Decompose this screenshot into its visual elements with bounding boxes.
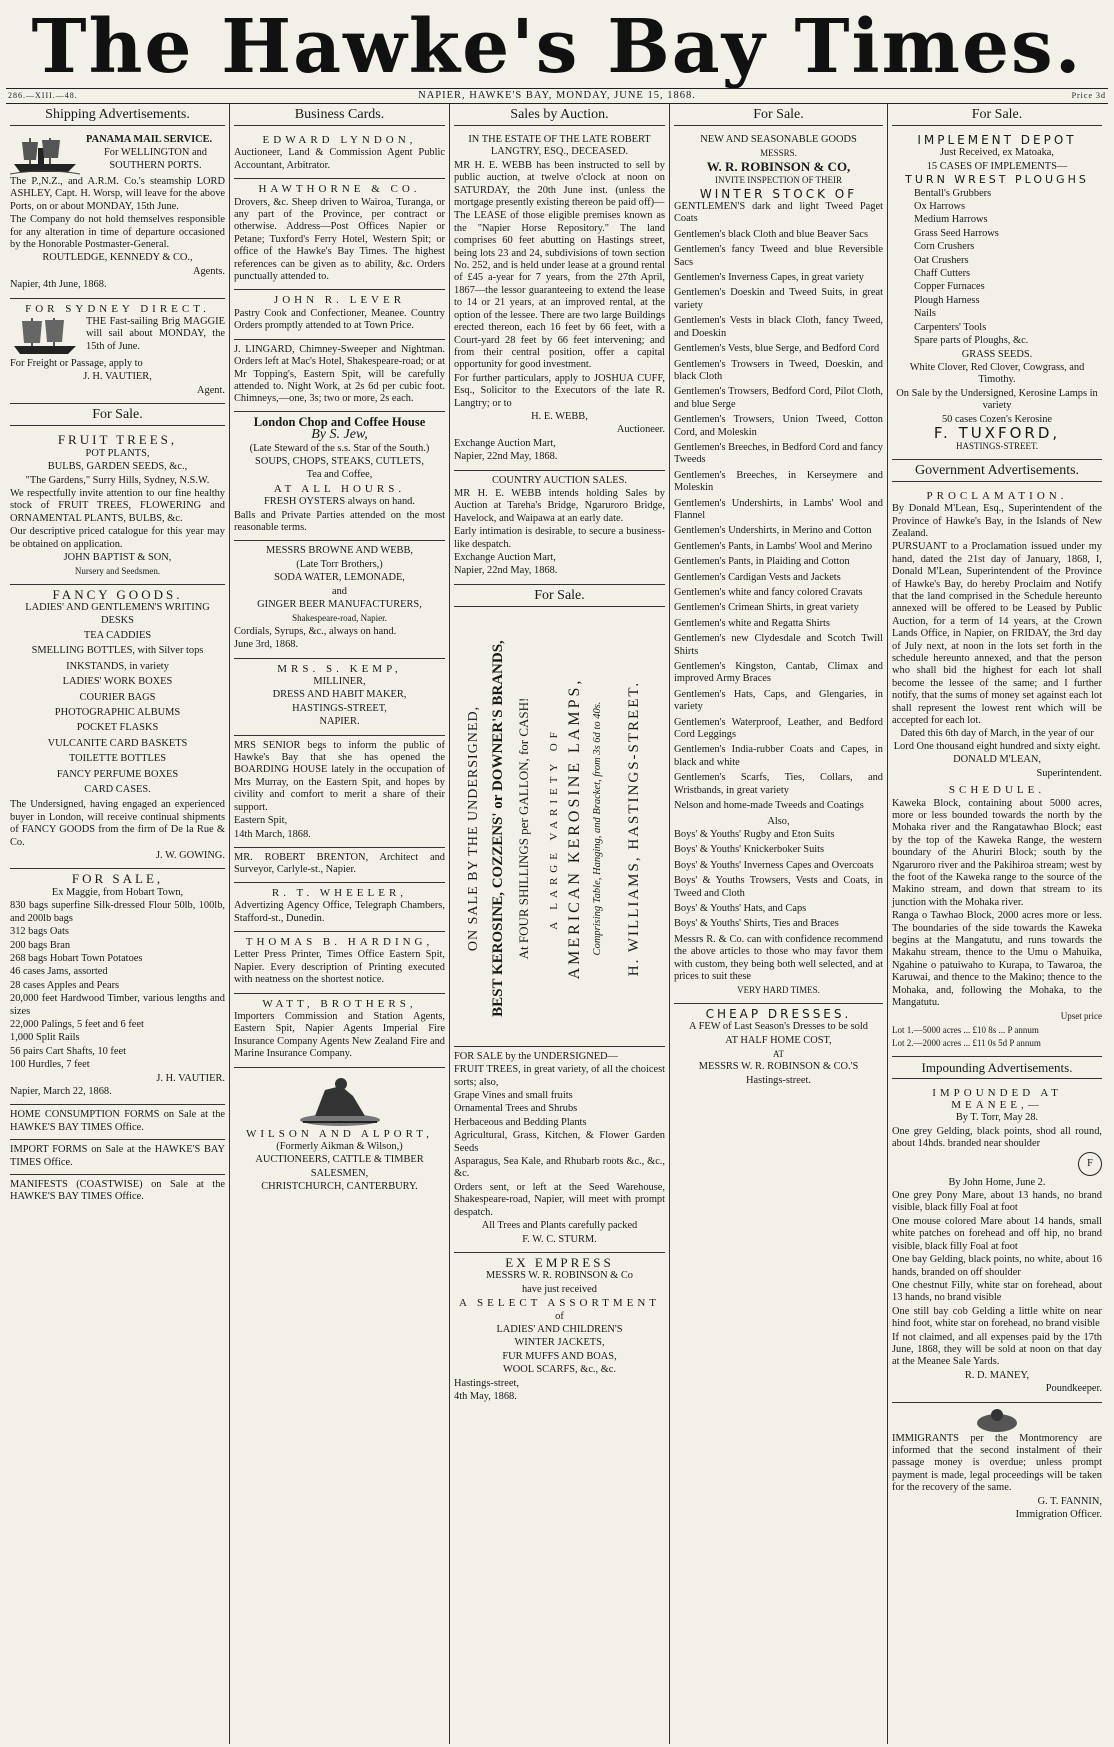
card-title: WATT, BROTHERS, xyxy=(262,997,417,1010)
card-line: DRESS AND HABIT MAKER, xyxy=(272,689,407,701)
list-item: Boys' & Youths' Hats, and Caps xyxy=(674,902,807,914)
section-header: Business Cards. xyxy=(234,104,445,126)
ad-panama-mail xyxy=(10,130,225,299)
card-line: MILLINER, xyxy=(313,676,366,688)
list-item: One grey Pony Mare, about 13 hands, no brand visible, black filly Foal at foot xyxy=(892,1190,1102,1214)
ad-signature: Immigration Officer. xyxy=(1015,1509,1102,1520)
schedule-title: SCHEDULE. xyxy=(948,784,1046,797)
item-list xyxy=(892,188,1102,348)
list-item: Gentlemen's new Clydesdale and Scotch Twill Shirts xyxy=(674,633,883,657)
crest-icon xyxy=(967,1407,1027,1433)
ad-body: The P.,N.Z., and A.R.M. Co.'s steamship LORD ASHLEY, Capt. H. Worsp, will leave for the above Ports, on or about MONDAY, 15th June. xyxy=(10,176,225,212)
vertical-line: H. WILLIAMS, HASTINGS-STREET. xyxy=(626,680,642,976)
section-header: For Sale. xyxy=(674,104,883,126)
ad-title: IMPLEMENT DEPOT xyxy=(917,133,1077,147)
list-item: Gentlemen's Trowsers, Union Tweed, Cotton Cord, and Moleskin xyxy=(674,414,883,438)
card-body: Auctioneer, Land & Commission Agent Public Accountant, Arbitrator. xyxy=(234,147,445,171)
ad-line: Hastings-street. xyxy=(746,1074,811,1086)
ad-line: Dated this 6th day of March, in the year of our Lord One thousand eight hundred and sixty eight. xyxy=(893,728,1101,752)
card-wheeler xyxy=(234,883,445,932)
card-title: THOMAS B. HARDING, xyxy=(245,935,434,948)
ad-signature: F. W. C. STURM. xyxy=(522,1233,597,1245)
ad-fruit-trees xyxy=(10,430,225,584)
list-item: Bentall's Grubbers xyxy=(914,187,992,199)
card-title: London Chop and Coffee House xyxy=(253,414,426,429)
list-item: Nelson and home-made Tweeds and Coatings xyxy=(674,800,864,812)
list-item: Gentlemen's Pants, in Plaiding and Cotton xyxy=(674,556,850,568)
vertical-line: AMERICAN KEROSINE LAMPS, xyxy=(566,677,583,980)
ad-signature: Auctioneer. xyxy=(616,424,665,436)
card-title: JOHN R. LEVER xyxy=(273,294,406,307)
ad-for-sale-maggie xyxy=(10,869,225,1105)
card-body: Advertizing Agency Office, Telegraph Chambers, Stafford-st., Dunedin. xyxy=(234,900,445,924)
list-item: 56 pairs Cart Shafts, 10 feet xyxy=(10,1045,127,1057)
ad-line: Lot 2.—2000 acres ... £11 0s 5d P annum xyxy=(892,1038,1041,1049)
list-item: Gentlemen's fancy Tweed and blue Reversible Sacs xyxy=(674,244,883,268)
ad-body: For Freight or Passage, apply to xyxy=(10,358,143,370)
list-item: Plough Harness xyxy=(914,294,980,306)
list-item: Gentlemen's India-rubber Coats and Capes, in black and white xyxy=(674,744,883,768)
ad-title: PANAMA MAIL SERVICE. xyxy=(86,134,213,145)
ad-import-forms: IMPORT FORMS on Sale at the HAWKE'S BAY TIMES Office. xyxy=(10,1140,225,1175)
ad-line: White Clover, Red Clover, Cowgrass, and Timothy. xyxy=(909,361,1085,386)
card-title: WILSON AND ALPORT, xyxy=(246,1127,433,1140)
card-wilson-alport xyxy=(234,1068,445,1200)
list-item: Boys' & Youths' Rugby and Eton Suits xyxy=(674,828,835,840)
vertical-line: A LARGE VARIETY OF xyxy=(548,727,560,930)
ad-body: Orders sent, or left at the Seed Warehouse, Shakespeare-road, Napier, will meet with prompt despatch. xyxy=(454,1181,665,1218)
card-line: SALESMEN, xyxy=(310,1167,369,1179)
ad-signature: Nursery and Seedsmen. xyxy=(74,566,161,577)
section-header: Impounding Advertisements. xyxy=(892,1057,1102,1079)
ship-icon xyxy=(10,134,80,176)
card-kemp xyxy=(234,659,445,736)
ad-line: MESSRS. xyxy=(760,148,797,159)
card-body: Pastry Cook and Confectioner, Meanee. Country Orders promptly attended to at Town Price. xyxy=(234,307,445,332)
ad-signature: J. H. VAUTIER. xyxy=(156,1072,225,1084)
ad-line: Hastings-street, xyxy=(454,1377,519,1389)
list-item: 312 bags Oats xyxy=(10,926,69,938)
ad-body: The LEASE of those eligible premises known as the "Napier Horse Repository." The land comprises 60 feet abutting on Hastings street, being lots 23 and 24, subdivisions of town section No. 252, and is held under lease at a ground rental of £45 a-year for 7 years, from the 27th April, 1867—the lessor guaranteeing to extend the lease to 14 or 21 years, at an improved rental, at the option of the lessee. There are two large Buildings erected thereon, each 16 feet by 66 feet, with a Court-yard 28 feet by 66 feet intervening; and from their central position, offer a capital opportunity for good investment. xyxy=(454,210,665,371)
ad-date: Napier, 4th June, 1868. xyxy=(10,279,107,291)
list-item: Nails xyxy=(914,308,936,320)
list-item: Spare parts of Ploughs, &c. xyxy=(914,335,1029,347)
ad-title: FOR SALE, xyxy=(71,871,164,887)
ad-line: Lot 1.—5000 acres ... £10 8s ... P annum xyxy=(892,1024,1039,1035)
ad-line: WINTER JACKETS, xyxy=(514,1337,605,1349)
item-list xyxy=(674,201,883,812)
ad-body: THE Fast-sailing Brig MAGGIE will sail about MONDAY, the 15th of June. xyxy=(86,316,225,352)
list-item: Corn Crushers xyxy=(914,241,975,253)
ad-body: Ranga o Tawhao Block, 2000 acres more or less. The boundaries of the side towards the Kaweka begins at the Mangatutu, and runs towards the Makahu stream, thence to the Umu o Mahuika, Ngahine o patuiwaho to Kurapa, to Tawaroa, the Karuwai, and thence to the Makino; thence to the Mohaka, and, following the Mohaka, to the Mangatutu. xyxy=(892,910,1102,1008)
ad-line: MESSRS W. R. ROBINSON & CO.'S xyxy=(698,1061,859,1073)
ad-body: MR H. E. WEBB has been instructed to sell by public auction, at twelve o'clock at noon on SATURDAY, the 20th June inst. (unless the mortgage presently existing thereon be paid off)— xyxy=(454,159,665,209)
vertical-line: BEST KEROSINE, COZZENS' or DOWNER'S BRANDS, xyxy=(490,640,506,1017)
list-item: COURIER BAGS xyxy=(79,691,156,703)
card-line: AT ALL HOURS. xyxy=(273,482,406,495)
list-item: One bay Gelding, black points, no white, about 16 hands, branded on off shoulder xyxy=(892,1254,1102,1278)
ship-icon xyxy=(10,316,80,358)
ad-title: COUNTRY AUCTION SALES. xyxy=(492,474,627,486)
ad-body: For further particulars, apply to JOSHUA CUFF, Esq., Solicitor to the Executors of the late R. Langtry; or to xyxy=(454,372,665,409)
list-item: SMELLING BOTTLES, with Silver tops xyxy=(31,645,204,657)
engraving-icon xyxy=(295,1072,385,1128)
ad-body: A FEW of Last Season's Dresses to be sold xyxy=(689,1021,868,1033)
card-line: (Late Torr Brothers,) xyxy=(296,558,383,570)
list-item: 830 bags superfine Silk-dressed Flour 50lb, 100lb, and 200lb bags xyxy=(10,900,225,924)
list-item: Gentlemen's Cardigan Vests and Jackets xyxy=(674,571,841,583)
list-item: 22,000 Palings, 5 feet and 6 feet xyxy=(10,1018,144,1030)
ad-line: By Donald M'Lean, Esq., Superintendent of the Province of Hawke's Bay, in the Islands of New Zealand. xyxy=(892,503,1102,539)
ad-date: Napier, 22nd May, 1868. xyxy=(454,451,558,463)
ad-line: FUR MUFFS AND BOAS, xyxy=(502,1350,617,1362)
ad-date: Napier, 22nd May, 1868. xyxy=(454,565,558,577)
list-item: Gentlemen's Undershirts, in Merino and Cotton xyxy=(674,525,872,537)
list-item: Gentlemen's Trowsers in Tweed, Doeskin, and black Cloth xyxy=(674,358,883,382)
ad-line: Upset price xyxy=(1060,1011,1102,1022)
card-line: SOUPS, CHOPS, STEAKS, CUTLETS, xyxy=(255,455,424,467)
ad-line: By T. Torr, May 28. xyxy=(955,1112,1039,1124)
card-line: (Formerly Aikman & Wilson,) xyxy=(276,1141,403,1152)
ad-line: TURN WREST PLOUGHS xyxy=(905,173,1089,187)
ad-sturm-trees xyxy=(454,1047,665,1253)
ad-signature: Agents. xyxy=(192,265,225,277)
list-item: Gentlemen's Kingston, Cantab, Climax and improved Army Braces xyxy=(674,661,883,685)
ad-ex-empress xyxy=(454,1253,665,1409)
ad-body: The Undersigned, having engaged an experienced buyer in London, will receive continual shipments of FANCY GOODS from the firm of De la Rue & Co. xyxy=(10,799,225,848)
ad-title: CHEAP DRESSES. xyxy=(705,1006,852,1021)
ad-immigrants xyxy=(892,1403,1102,1528)
list-item: One still bay cob Gelding a little white on near hind foot, white star on forehead, no brand visible xyxy=(892,1305,1102,1330)
ad-line: have just received xyxy=(521,1283,597,1295)
list-item: Gentlemen's Breeches, in Kerseymere and Moleskin xyxy=(674,469,883,494)
ad-body: IMMIGRANTS per the Montmorency are informed that the second instalment of their passage money is overdue; unless prompt payment is made, legal proceedings will be taken for the recovery of the same. xyxy=(892,1432,1102,1494)
list-item: One chestnut Filly, white star on forehead, about 13 hands, no brand visible xyxy=(892,1279,1102,1304)
ad-signature: HASTINGS-STREET. xyxy=(955,441,1039,452)
list-item: Gentlemen's Inverness Capes, in great variety xyxy=(674,272,864,284)
list-item: Oat Crushers xyxy=(914,254,969,266)
card-watt xyxy=(234,994,445,1068)
card-lyndon xyxy=(234,130,445,179)
card-title: MRS. S. KEMP, xyxy=(277,662,402,675)
ad-line: For WELLINGTON and SOUTHERN PORTS. xyxy=(104,147,207,171)
card-title: R. T. WHEELER, xyxy=(271,886,408,899)
section-header: For Sale. xyxy=(10,404,225,426)
list-item: Asparagus, Sea Kale, and Rhubarb roots &c., &c., &c. xyxy=(454,1156,665,1180)
list-item: Chaff Cutters xyxy=(914,268,971,280)
card-title: EDWARD LYNDON, xyxy=(262,134,417,146)
ad-line: VERY HARD TIMES. xyxy=(737,985,820,996)
ad-sydney-direct xyxy=(10,299,225,405)
ad-line: Ex Maggie, from Hobart Town, xyxy=(51,886,184,898)
list-item: TOILETTE BOTTLES xyxy=(68,753,167,765)
section-header: Government Advertisements. xyxy=(892,460,1102,482)
ad-signature: J. H. VAUTIER, xyxy=(83,371,152,383)
column-auction xyxy=(450,104,670,1744)
ad-line: POT PLANTS, xyxy=(85,447,150,459)
list-item: 100 Hurdles, 7 feet xyxy=(10,1059,90,1071)
ad-signature: ROUTLEDGE, KENNEDY & CO., xyxy=(42,252,193,264)
card-body: Balls and Private Parties attended on the most reasonable terms. xyxy=(234,509,445,533)
list-item: Gentlemen's Doeskin and Tweed Suits, in great variety xyxy=(674,287,883,311)
ad-robinson-winter-stock xyxy=(674,130,883,1004)
card-body: Letter Press Printer, Times Office Eastern Spit, Napier. Every description of Printing executed with neatness on the shortest notice. xyxy=(234,949,445,986)
ad-signature: H. E. WEBB, xyxy=(531,410,588,422)
columns xyxy=(6,104,1108,1744)
ad-title: IMPOUNDED AT MEANEE,— xyxy=(932,1086,1062,1112)
ad-signature: G. T. FANNIN, xyxy=(1037,1495,1102,1507)
card-browne-webb xyxy=(234,541,445,658)
card-body: Drovers, &c. Sheep driven to Wairoa, Turanga, or any part of the Province, per contract or otherwise. Address—Post Offices Napier or Petane; Tuxford's Ferry Hotel, Western Spit; or office of the Hawke's Bay Times. The highest references can be given as to ability, &c. Orders punctually attended to. xyxy=(234,196,445,283)
list-item: Gentlemen's Breeches, in Bedford Cord and fancy Tweeds xyxy=(674,441,883,466)
column-government xyxy=(888,104,1106,1744)
ad-line: Exchange Auction Mart, xyxy=(454,552,556,563)
list-item: PHOTOGRAPHIC ALBUMS xyxy=(54,707,181,718)
ad-signature: R. D. MANEY, xyxy=(964,1369,1030,1381)
issue-price: Price 3d xyxy=(1071,91,1106,100)
list-item: POCKET FLASKS xyxy=(76,722,159,734)
card-line: CHRISTCHURCH, CANTERBURY. xyxy=(261,1181,418,1193)
ad-line: of xyxy=(555,1310,564,1322)
card-line: GINGER BEER MANUFACTURERS, xyxy=(257,599,422,610)
ad-line: A SELECT ASSORTMENT xyxy=(458,1297,661,1310)
ad-title: IN THE ESTATE OF THE LATE ROBERT LANGTRY, ESQ., DECEASED. xyxy=(468,134,651,158)
volume-number: 286.—XIII.—48. xyxy=(8,91,78,100)
list-item: Grass Seed Harrows xyxy=(914,227,999,239)
card-senior xyxy=(234,736,445,848)
ad-line: INVITE INSPECTION OF THEIR xyxy=(714,175,843,186)
masthead-title: The Hawke's Bay Times. xyxy=(31,4,1083,90)
ad-title: NEW AND SEASONABLE GOODS xyxy=(700,134,857,145)
ad-body: If not claimed, and all expenses paid by the 17th June, 1868, they will be sold at noon on that day at the Meanee Sale Yards. xyxy=(892,1331,1102,1368)
ad-line: By John Home, June 2. xyxy=(948,1176,1046,1188)
ad-date: Napier, March 22, 1868. xyxy=(10,1085,112,1097)
ad-date: 4th May, 1868. xyxy=(454,1390,517,1402)
ad-signature: Superintendent. xyxy=(1036,767,1102,779)
ad-body: FRUIT TREES, in great variety, of all the choicest sorts; also, xyxy=(454,1064,665,1088)
list-item: LADIES' AND GENTLEMEN'S WRITING DESKS xyxy=(25,602,210,626)
list-item: Herbaceous and Bedding Plants xyxy=(454,1116,587,1128)
card-hawthorne xyxy=(234,179,445,290)
ad-body: We respectfully invite attention to our fine healthy stock of FRUIT TREES, FLOWERING and ORNAMENTAL PLANTS, BULBS, &c. xyxy=(10,487,225,524)
list-item: Carpenters' Tools xyxy=(914,321,987,333)
card-line: (Late Steward of the s.s. Star of the South.) xyxy=(249,442,430,454)
dateline xyxy=(6,88,1108,104)
list-item: Gentlemen's white and Regatta Shirts xyxy=(674,617,830,629)
list-item: FANCY PERFUME BOXES xyxy=(56,768,179,780)
ad-line: WINTER STOCK OF xyxy=(699,186,858,201)
list-item: Gentlemen's Trowsers, Bedford Cord, Pilot Cloth, and blue Serge xyxy=(674,386,883,410)
list-item: Gentlemen's black Cloth and blue Beaver Sacs xyxy=(674,228,869,240)
section-header: Sales by Auction. xyxy=(454,104,665,126)
list-item: INKSTANDS, in variety xyxy=(66,660,169,672)
ad-signature: Poundkeeper. xyxy=(1045,1383,1102,1395)
list-item: Grape Vines and small fruits xyxy=(454,1090,573,1102)
vertical-line: At FOUR SHILLINGS per GALLON, for CASH! xyxy=(516,697,531,960)
card-title: HAWTHORNE & CO. xyxy=(258,183,421,196)
card-london-chop-house xyxy=(234,412,445,542)
card-date: 14th March, 1868. xyxy=(234,828,311,840)
ad-firm: W. R. ROBINSON & CO, xyxy=(706,158,851,174)
issue-date: NAPIER, HAWKE'S BAY, MONDAY, JUNE 15, 1868. xyxy=(418,90,696,101)
list-item: Gentlemen's Waterproof, Leather, and Bedford Cord Leggings xyxy=(674,716,883,741)
ad-body: Kaweka Block, containing about 5000 acres, more or less bounded towards the north by the Mohaka river and the Rangatawhao Block; east by the top of the Kaweka Range, the western boundary of the Ahuriri Block; south by the Ngaruroro river and the Pakihiroa stream; west by the foot of the Kaweka range to the source of the Makino stream, and down that stream to its junction with the Mohaka river. xyxy=(892,797,1102,908)
ad-signature: F. TUXFORD, xyxy=(933,423,1061,442)
brand-letter: F xyxy=(1078,1152,1102,1176)
list-item: 28 cases Apples and Pears xyxy=(10,979,120,991)
ad-manifests: MANIFESTS (COASTWISE) on Sale at the HAWKE'S BAY TIMES Office. xyxy=(10,1179,225,1203)
list-item: Gentlemen's Undershirts, in Lambs' Wool and Flannel xyxy=(674,497,883,521)
ad-body: PURSUANT to a Proclamation issued under my hand, dated the 21st day of January, 1868, I, Donald M'Lean, Superintendent of the Province of Hawke's Bay, do hereby Proclaim and Notify that the land comprised in the Schedule hereunto annexed will be offered to be Leased by Public Auction, for a term of 14 years, at the Crown Lands Office, in Napier, on FRIDAY, the 3rd day of July next, at noon in the lots set forth in the schedule hereunto annexed, and that the person who shall bid the highest for each lot shall become the lessee of the same; and I further notify, that the sums of money set against each lot shall represent the lowest rent which will be accepted for each lot. xyxy=(892,541,1102,727)
list-item: Agricultural, Grass, Kitchen, & Flower Garden Seeds xyxy=(454,1130,665,1154)
ad-body: All Trees and Plants carefully packed xyxy=(481,1220,638,1232)
ad-signature: DONALD M'LEAN, xyxy=(953,754,1041,766)
card-line: Eastern Spit, xyxy=(234,815,288,827)
list-item: VULCANITE CARD BASKETS xyxy=(47,737,188,749)
ad-signature: J. W. GOWING. xyxy=(156,850,225,862)
ad-line: GRASS SEEDS. xyxy=(961,348,1033,360)
ad-home-consumption-forms: HOME CONSUMPTION FORMS on Sale at the HAWKE'S BAY TIMES Office. xyxy=(10,1105,225,1140)
ad-title: FRUIT TREES, xyxy=(57,432,178,448)
card-line: AUCTIONEERS, CATTLE & TIMBER xyxy=(255,1154,424,1166)
ad-cheap-dresses xyxy=(674,1004,883,1093)
section-header: Shipping Advertisements. xyxy=(10,104,225,126)
column-business-cards xyxy=(230,104,450,1744)
card-body: Importers Commission and Station Agents, Eastern Spit, Napier Agents Imperial Fire Insurance Company Agents New Zealand Fire and Marine Insurance Company. xyxy=(234,1010,445,1060)
ad-proclamation xyxy=(892,486,1102,1057)
card-line: FRESH OYSTERS always on hand. xyxy=(264,496,415,508)
ad-title: FANCY GOODS. xyxy=(52,586,183,602)
card-lever xyxy=(234,290,445,339)
item-list xyxy=(674,829,883,931)
vertical-line: Comprising Table, Hanging, and Bracket, from 3s 6d to 40s. xyxy=(592,701,603,956)
card-line: NAPIER. xyxy=(319,716,360,728)
list-item: GENTLEMEN'S dark and light Tweed Paget Coats xyxy=(674,201,883,225)
ad-line: MESSRS W. R. ROBINSON & Co xyxy=(486,1270,633,1282)
brand-mark xyxy=(892,1152,1102,1176)
ad-body: Our descriptive priced catalogue for this year may be obtained on application. xyxy=(10,526,225,550)
ad-signature: JOHN BAPTIST & SON, xyxy=(63,551,172,563)
list-item: Boys' & Youths Trowsers, Vests and Coats, in Tweed and Cloth xyxy=(674,875,883,899)
list-item: TEA CADDIES xyxy=(83,629,152,641)
list-item: CARD CASES. xyxy=(84,784,151,796)
list-item: Gentlemen's Pants, in Lambs' Wool and Merino xyxy=(674,540,873,552)
ad-signature: Agent. xyxy=(197,384,225,396)
item-list xyxy=(10,602,225,796)
ad-fancy-goods xyxy=(10,585,225,870)
ad-line: Exchange Auction Mart, xyxy=(454,437,556,449)
ad-line: BULBS, GARDEN SEEDS, &c., xyxy=(47,461,188,473)
ad-langtry-estate xyxy=(454,130,665,471)
card-line: and xyxy=(331,585,347,597)
list-item: Gentlemen's Vests in black Cloth, fancy Tweed, and Doeskin xyxy=(674,315,883,339)
card-body: MRS SENIOR begs to inform the public of Hawke's Bay that she has opened the BOARDING HOUSE lately in the occupation of Mrs Murray, on the Eastern Spit, and hopes by civility and comfort to merit a share of their support. xyxy=(234,739,445,813)
card-line: By S. Jew, xyxy=(311,427,368,443)
list-item: Copper Furnaces xyxy=(914,281,985,293)
ad-line: WOOL SCARFS, &c., &c. xyxy=(502,1364,617,1376)
list-item: 1,000 Split Rails xyxy=(10,1032,80,1044)
list-item: 20,000 feet Hardwood Timber, various lengths and sizes xyxy=(10,993,225,1017)
card-date: June 3rd, 1868. xyxy=(234,639,299,651)
ad-body: Messrs R. & Co. can with confidence recommend the above articles to those who may favor them with custom, they being both well selected, and at prices to suit these xyxy=(674,933,883,982)
list-item: Boys' & Youths' Shirts, Ties and Braces xyxy=(674,918,839,930)
list-item: Gentlemen's Vests, blue Serge, and Bedford Cord xyxy=(674,343,880,355)
section-header: For Sale. xyxy=(454,585,665,607)
ad-kerosine-vertical xyxy=(454,611,665,1047)
card-harding xyxy=(234,932,445,994)
ad-line: AT xyxy=(773,1049,784,1059)
list-item: Boys' & Youths' Inverness Capes and Overcoats xyxy=(674,859,874,871)
ad-title: FOR SYDNEY DIRECT. xyxy=(25,302,210,315)
list-item: Medium Harrows xyxy=(914,214,988,226)
card-title: MESSRS BROWNE AND WEBB, xyxy=(265,545,414,557)
ad-line: Also, xyxy=(767,815,790,827)
ad-line: AT HALF HOME COST, xyxy=(725,1034,832,1046)
card-body: Cordials, Syrups, &c., always on hand. xyxy=(234,625,397,637)
ad-body: The Company do not hold themselves responsible for any alteration in time of departure occasioned by the Honorable Postmaster-General. xyxy=(10,214,225,251)
card-lingard: J. LINGARD, Chimney-Sweeper and Nightman. Orders left at Mac's Hotel, Shakespeare-road; or at Mr Topping's, Eastern Spit, will be carefully attended to. Night Work, at 2s 6d per cubic foot. Chimneys,—one, 3s; two or more, 2s each. xyxy=(234,340,445,412)
ad-title: PROCLAMATION. xyxy=(926,489,1068,502)
section-header: For Sale. xyxy=(892,104,1102,126)
ad-line: "The Gardens," Surry Hills, Sydney, N.S.W. xyxy=(25,474,210,486)
list-item: Ox Harrows xyxy=(914,201,966,213)
list-item: 46 cases Jams, assorted xyxy=(10,966,108,978)
list-item: Gentlemen's Hats, Caps, and Glengaries, in variety xyxy=(674,688,883,713)
card-line: Tea and Coffee, xyxy=(306,469,373,481)
ad-body: MR H. E. WEBB intends holding Sales by Auction at Tareha's Bridge, Ngaruroro Bridge, Havelock, and Waipawa at an early date. xyxy=(454,487,665,524)
ad-implement-depot xyxy=(892,130,1102,460)
ad-line: LADIES' AND CHILDREN'S xyxy=(496,1323,623,1335)
column-shipping xyxy=(6,104,230,1744)
ad-title: FOR SALE by the UNDERSIGNED— xyxy=(454,1050,618,1062)
list-item: Gentlemen's white and fancy colored Cravats xyxy=(674,587,863,598)
ad-line: 50 cases Cozen's Kerosine xyxy=(941,413,1053,425)
list-item: Boys' & Youths' Knickerboker Suits xyxy=(674,844,825,856)
list-item: Gentlemen's Scarfs, Ties, Collars, and Wristbands, in great variety xyxy=(674,772,883,796)
column-for-sale-robinson xyxy=(670,104,888,1744)
ad-line: Just Received, ex Matoaka, xyxy=(940,147,1054,159)
card-line: SODA WATER, LEMONADE, xyxy=(274,572,405,584)
card-line: Shakespeare-road, Napier. xyxy=(292,613,387,624)
ad-line: On Sale by the Undersigned, Kerosine Lamps in variety xyxy=(896,387,1098,412)
ad-line: 15 CASES OF IMPLEMENTS— xyxy=(926,160,1068,172)
ad-impounded xyxy=(892,1083,1102,1403)
list-item: One mouse colored Mare about 14 hands, small white patches on forehead and off hip, no brand visible, black filly Foal at foot xyxy=(892,1215,1102,1252)
list-item: 200 bags Bran xyxy=(10,939,71,951)
card-brenton: MR. ROBERT BRENTON, Architect and Surveyor, Carlyle-st., Napier. xyxy=(234,848,445,883)
vertical-line: ON SALE BY THE UNDERSIGNED, xyxy=(466,705,481,951)
list-item: One grey Gelding, black points, shod all round, about 14hds. branded near shoulder xyxy=(892,1125,1102,1150)
list-item: 268 bags Hobart Town Potatoes xyxy=(10,952,143,964)
ad-title: EX EMPRESS xyxy=(505,1254,614,1270)
list-item: Ornamental Trees and Shrubs xyxy=(454,1103,578,1115)
list-item: LADIES' WORK BOXES xyxy=(62,676,173,688)
list-item: Gentlemen's Crimean Shirts, in great variety xyxy=(674,602,859,614)
ad-body: Early intimation is desirable, to secure a business-like despatch. xyxy=(454,526,665,550)
card-line: HASTINGS-STREET, xyxy=(292,702,387,714)
ad-country-auction xyxy=(454,471,665,585)
